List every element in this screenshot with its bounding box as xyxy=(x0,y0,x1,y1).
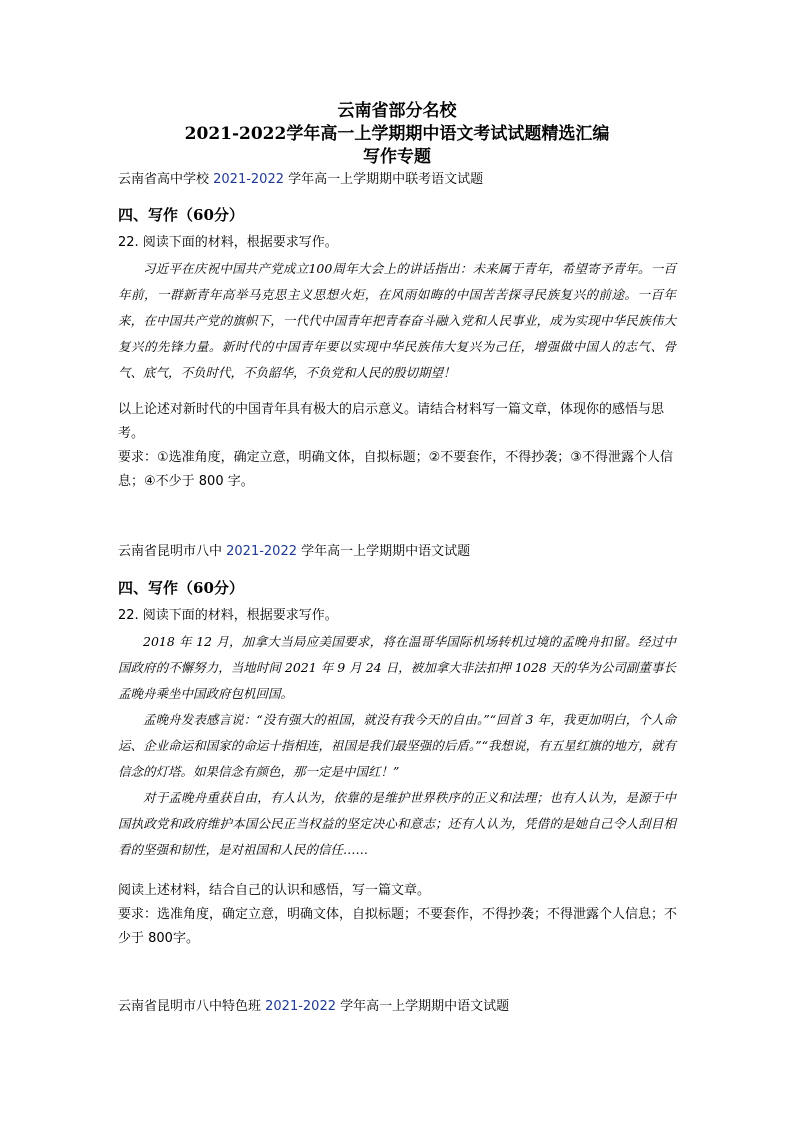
task-block-2 xyxy=(118,879,678,951)
question-prompt-2: 22. 阅读下面的材料，根据要求写作。 xyxy=(118,608,338,623)
source-school: 云南省昆明市八中特色班 xyxy=(118,999,266,1014)
task-text: 阅读上述材料，结合自己的认识和感悟，写一篇文章。 xyxy=(118,883,431,898)
source-line-2 xyxy=(118,543,470,561)
source-year: 2021-2022 xyxy=(226,544,297,559)
material-block-1 xyxy=(118,256,676,386)
requirements-text: 要求：选准角度，确定立意，明确文体，自拟标题；不要套作，不得抄袭；不得泄露个人信息；不少于 800字。 xyxy=(118,907,678,946)
material-paragraph: 习近平在庆祝中国共产党成立100周年大会上的讲话指出：未来属于青年，希望寄予青年。一百年前，一群新青年高举马克思主义思想火炬，在风雨如晦的中国苦苦探寻民族复兴的前途。一百年来，在中国共产党的旗帜下，一代代中国青年把青春奋斗融入党和人民事业，成为实现中华民族伟大复兴的先锋力量。新时代的中国青年要以实现中华民族伟大复兴为己任，增强做中国人的志气、骨气、底气，不负时代，不负韶华，不负党和人民的殷切期望！ xyxy=(118,261,676,380)
task-text: 以上论述对新时代的中国青年具有极大的启示意义。请结合材料写一篇文章，体现你的感悟与思考。 xyxy=(118,402,665,441)
doc-title-line-3: 写作专题 xyxy=(363,147,431,167)
material-paragraph: 对于孟晚舟重获自由，有人认为，依靠的是维护世界秩序的正义和法理；也有人认为，是源于中国执政党和政府维护本国公民正当权益的坚定决心和意志；还有人认为，凭借的是她自己令人刮目相看的坚强和韧性，是对祖国和人民的信任…… xyxy=(118,790,676,857)
source-line-3 xyxy=(118,998,509,1016)
source-exam: 学年高一上学期期中语文试题 xyxy=(297,544,471,559)
doc-title-line-1: 云南省部分名校 xyxy=(337,101,457,121)
source-school: 云南省高中学校 xyxy=(118,172,214,187)
source-exam: 学年高一上学期期中联考语文试题 xyxy=(284,172,484,187)
source-exam: 学年高一上学期期中语文试题 xyxy=(336,999,510,1014)
source-school: 云南省昆明市八中 xyxy=(118,544,227,559)
material-paragraph: 2018 年 12 月，加拿大当局应美国要求，将在温哥华国际机场转机过境的孟晚舟扣留。经过中国政府的不懈努力，当地时间 2021 年 9 月 24 日，被加拿大非法扣押 1028 天的华为公司副董事长孟晚舟乘坐中国政府包机回国。 xyxy=(118,634,676,701)
source-line-1 xyxy=(118,171,483,189)
section-heading-2: 四、写作（60分） xyxy=(118,579,244,597)
question-prompt-1: 22. 阅读下面的材料，根据要求写作。 xyxy=(118,235,338,250)
doc-title-line-2: 2021-2022学年高一上学期期中语文考试试题精选汇编 xyxy=(184,124,610,144)
source-year: 2021-2022 xyxy=(265,999,336,1014)
task-block-1 xyxy=(118,398,678,494)
source-year: 2021-2022 xyxy=(213,172,284,187)
section-heading-1: 四、写作（60分） xyxy=(118,206,244,224)
requirements-text: 要求：①选准角度，确定立意，明确文体，自拟标题；②不要套作，不得抄袭；③不得泄露个人信息；④不少于 800 字。 xyxy=(118,450,673,489)
material-paragraph: 孟晚舟发表感言说：“没有强大的祖国，就没有我今天的自由。”“回首 3 年，我更加明白，个人命运、企业命运和国家的命运十指相连，祖国是我们最坚强的后盾。”“我想说，有五星红旗的地方，就有信念的灯塔。如果信念有颜色，那一定是中国红！” xyxy=(118,712,676,779)
material-block-2 xyxy=(118,629,676,863)
